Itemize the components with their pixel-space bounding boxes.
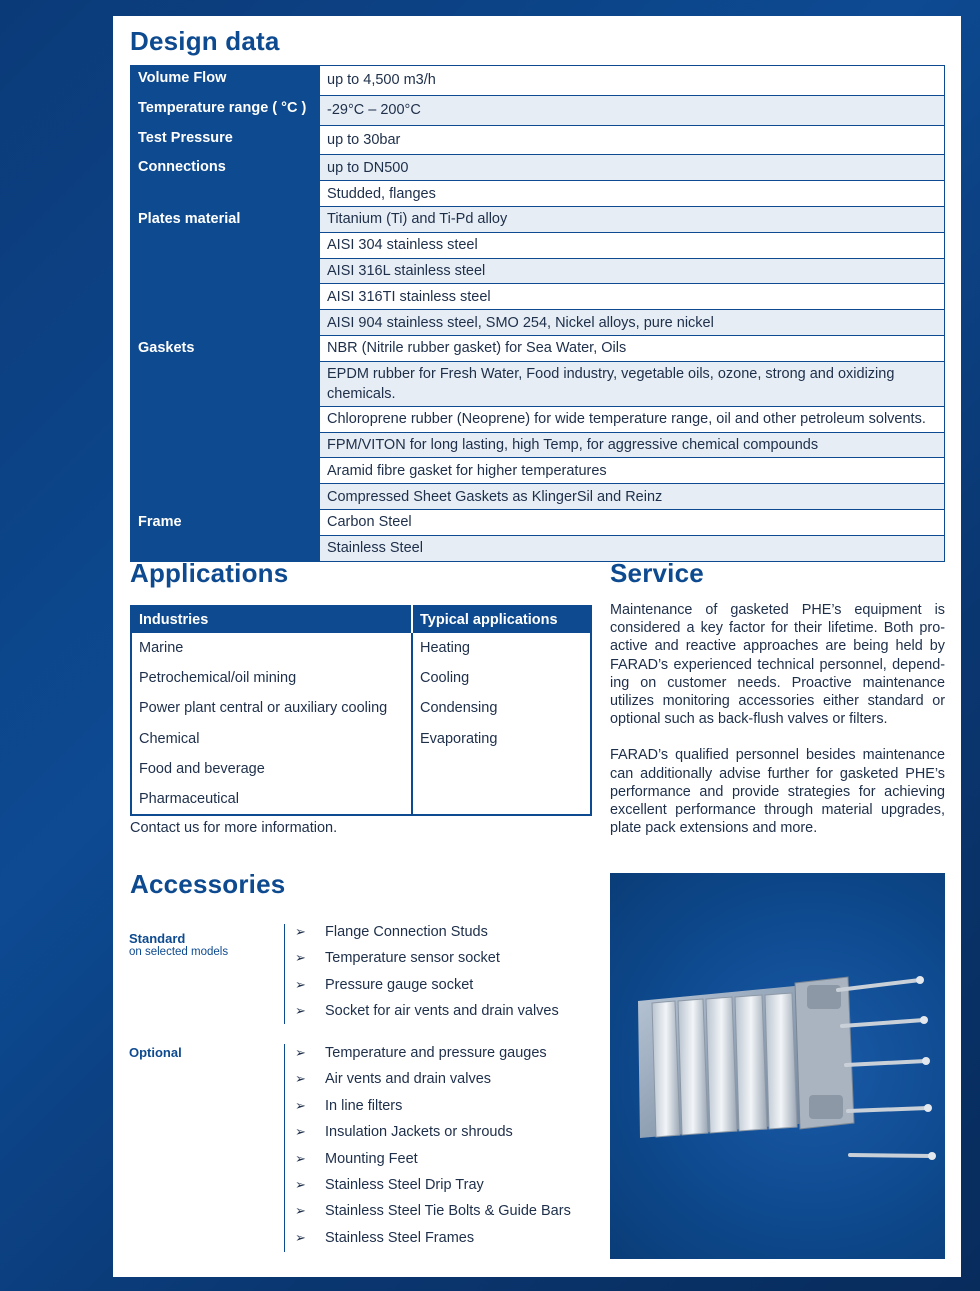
- design-row-value: Chloroprene rubber (Neoprene) for wide temperature range, oil and other petroleum solvents.: [320, 406, 945, 432]
- industry-cell: Pharmaceutical: [131, 784, 412, 815]
- design-row-value: AISI 304 stainless steel: [320, 232, 945, 258]
- arrow-bullet-icon: ➢: [295, 924, 306, 939]
- design-row: [131, 95, 945, 125]
- applications-row: [131, 633, 591, 663]
- arrow-bullet-icon: ➢: [295, 976, 306, 992]
- design-row-value: up to 4,500 m3/h: [320, 66, 945, 96]
- accessory-item: [295, 919, 559, 945]
- accessories-title: Accessories: [130, 869, 286, 899]
- industry-cell: Power plant central or auxiliary cooling: [131, 693, 412, 723]
- design-row-value: -29°C – 200°C: [320, 95, 945, 125]
- arrow-bullet-icon: ➢: [295, 1203, 306, 1219]
- design-row-label: Gaskets: [131, 335, 320, 509]
- arrow-bullet-icon: ➢: [295, 1045, 306, 1060]
- applications-row: [131, 693, 591, 723]
- design-row: [131, 206, 945, 232]
- design-row-value: EPDM rubber for Fresh Water, Food industry, vegetable oils, ozone, strong and oxidizing chemicals.: [320, 361, 945, 406]
- design-row-value: AISI 316TI stainless steel: [320, 284, 945, 310]
- design-row-value: Carbon Steel: [320, 509, 945, 535]
- arrow-bullet-icon: ➢: [295, 1071, 306, 1087]
- accessory-label: Temperature sensor socket: [325, 950, 500, 967]
- design-row: [131, 155, 945, 181]
- applications-row: [131, 754, 591, 784]
- accessory-label: Stainless Steel Frames: [325, 1229, 475, 1246]
- service-text: [610, 601, 945, 855]
- standard-accessories-list: [295, 919, 559, 1025]
- design-row-value: FPM/VITON for long lasting, high Temp, for aggressive chemical compounds: [320, 432, 945, 458]
- design-row-value: AISI 904 stainless steel, SMO 254, Nickel alloys, pure nickel: [320, 310, 945, 336]
- typical-application-cell: Evaporating: [420, 730, 498, 747]
- accessory-label: Socket for air vents and drain valves: [325, 1003, 559, 1020]
- industry-cell: Petrochemical/oil mining: [131, 663, 412, 693]
- arrow-bullet-icon: ➢: [295, 1150, 306, 1166]
- optional-label: Optional: [129, 1045, 182, 1060]
- design-row-value: Studded, flanges: [320, 181, 945, 207]
- design-row: [131, 509, 945, 535]
- design-row-value: AISI 316L stainless steel: [320, 258, 945, 284]
- service-title: Service: [610, 558, 704, 588]
- accessory-label: Pressure gauge socket: [325, 976, 474, 993]
- accessory-label: Stainless Steel Drip Tray: [325, 1176, 484, 1193]
- accessory-item: [295, 1172, 571, 1198]
- design-row-label: Plates material: [131, 206, 320, 335]
- design-row-value: NBR (Nitrile rubber gasket) for Sea Water, Oils: [320, 335, 945, 361]
- typical-application-cell: Heating: [420, 640, 470, 657]
- applications-title: Applications: [130, 558, 289, 588]
- design-row-label: Volume Flow: [131, 66, 320, 96]
- accessory-item: [295, 1066, 571, 1092]
- applications-table: [130, 605, 592, 816]
- design-row-value: Stainless Steel: [320, 535, 945, 561]
- accessory-item: [295, 1093, 571, 1119]
- design-row-value: up to DN500: [320, 155, 945, 181]
- design-row: [131, 125, 945, 155]
- typical-application-cell: Cooling: [420, 670, 470, 687]
- industry-cell: Chemical: [131, 724, 412, 754]
- design-row-label: Temperature range ( °C ): [131, 95, 320, 125]
- industry-cell: Food and beverage: [131, 754, 412, 784]
- accessory-item: [295, 1198, 571, 1224]
- service-paragraph-1: Maintenance of gasketed PHE’s equipment is considered a key factor for their lifetime. Both pro-active and reactive approaches are being held by FARAD’s experienced technical personnel, depend-ing on customer needs. Proactive maintenance utilizes monitoring accessories either standard or optional such as back-flush valves or filters.: [610, 602, 945, 728]
- industry-cell: Marine: [131, 633, 412, 663]
- service-paragraph-2: FARAD’s qualified personnel besides maintenance can additionally advise further for gasketed PHE’s performance and provide strategies for achieving excellent performance through material upgrades, plate pack extensions and more.: [610, 747, 945, 837]
- accessory-item: [295, 1040, 571, 1066]
- industries-header: Industries: [131, 606, 412, 633]
- applications-row: [131, 784, 591, 815]
- design-row-label: Frame: [131, 509, 320, 561]
- arrow-bullet-icon: ➢: [295, 1003, 306, 1019]
- accessory-label: Mounting Feet: [325, 1150, 418, 1167]
- accessory-label: Insulation Jackets or shrouds: [325, 1124, 513, 1141]
- arrow-bullet-icon: ➢: [295, 1176, 306, 1192]
- accessory-label: Air vents and drain valves: [325, 1071, 492, 1088]
- standard-sublabel: on selected models: [129, 946, 229, 958]
- design-data-title: Design data: [130, 26, 280, 56]
- plate-heat-exchanger-illustration: [610, 873, 945, 1259]
- typical-application-cell: [412, 784, 591, 815]
- design-row: [131, 335, 945, 361]
- arrow-bullet-icon: ➢: [295, 950, 306, 966]
- design-data-table: [130, 65, 945, 562]
- design-row-value: up to 30bar: [320, 125, 945, 155]
- design-row-label: Test Pressure: [131, 125, 320, 155]
- accessory-item: [295, 945, 559, 971]
- applications-row: [131, 663, 591, 693]
- typical-applications-header: Typical applications: [412, 606, 591, 633]
- arrow-bullet-icon: ➢: [295, 1097, 306, 1113]
- standard-divider: [284, 924, 285, 1024]
- arrow-bullet-icon: ➢: [295, 1124, 306, 1140]
- design-row-value: Titanium (Ti) and Ti-Pd alloy: [320, 206, 945, 232]
- accessory-label: In line filters: [325, 1097, 403, 1114]
- accessory-label: Flange Connection Studs: [325, 924, 488, 940]
- optional-divider: [284, 1044, 285, 1252]
- accessory-label: Stainless Steel Tie Bolts & Guide Bars: [325, 1203, 571, 1220]
- standard-label: Standard: [129, 931, 186, 946]
- design-row: [131, 66, 945, 96]
- design-row-label: Connections: [131, 155, 320, 207]
- typical-application-cell: [412, 754, 591, 784]
- design-row-value: Aramid fibre gasket for higher temperatures: [320, 458, 945, 484]
- typical-application-cell: Condensing: [420, 700, 498, 717]
- design-row-value: Compressed Sheet Gaskets as KlingerSil and Reinz: [320, 484, 945, 510]
- contact-note: Contact us for more information.: [130, 820, 338, 836]
- arrow-bullet-icon: ➢: [295, 1229, 306, 1245]
- product-image: [610, 873, 945, 1259]
- accessory-item: [295, 972, 559, 998]
- accessory-label: Temperature and pressure gauges: [325, 1045, 547, 1061]
- accessory-item: [295, 1146, 571, 1172]
- optional-accessories-list: [295, 1040, 571, 1251]
- accessory-item: [295, 1119, 571, 1145]
- applications-row: [131, 724, 591, 754]
- accessory-item: [295, 998, 559, 1024]
- applications-header-row: [131, 606, 591, 633]
- accessory-item: [295, 1225, 571, 1251]
